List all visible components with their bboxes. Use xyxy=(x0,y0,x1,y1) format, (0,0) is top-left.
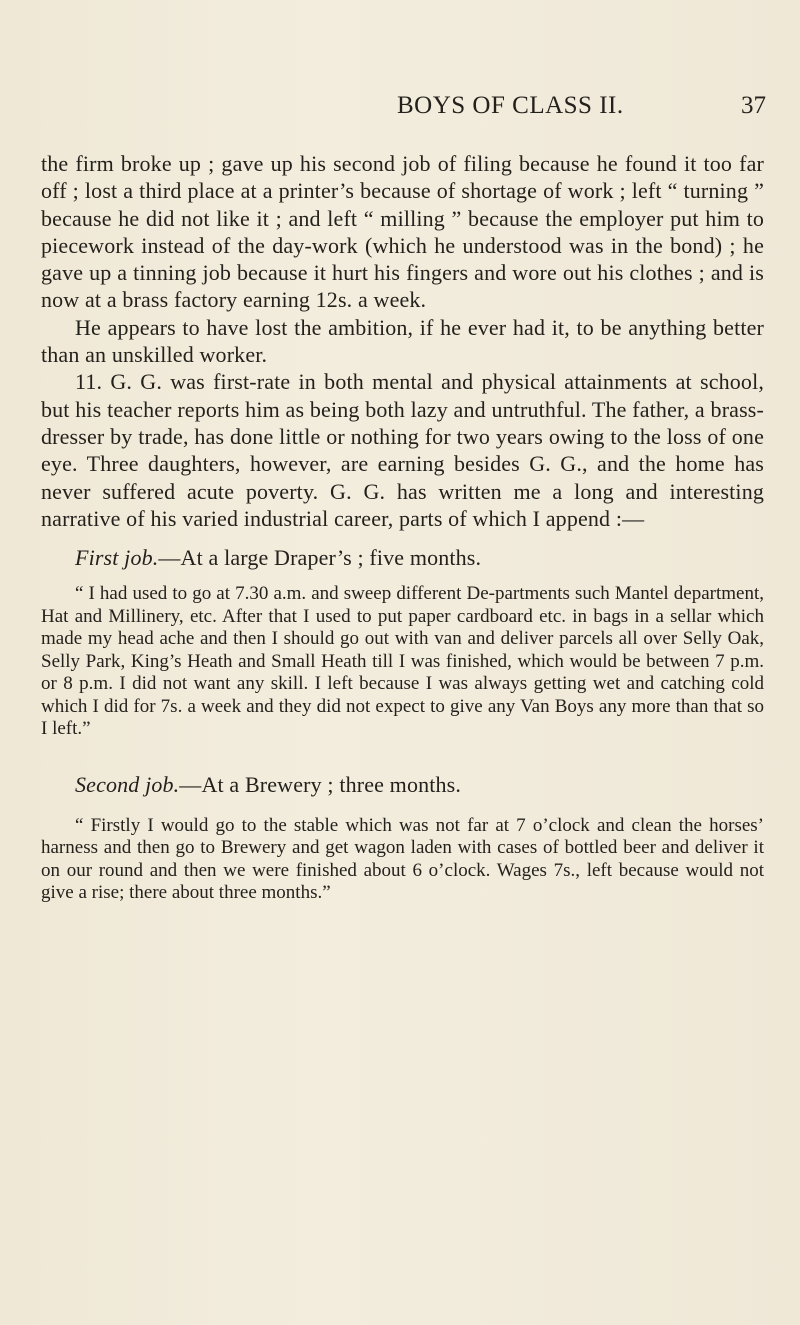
first-job-label: First job. xyxy=(75,545,159,571)
first-job-description: —At a large Draper’s ; five months. xyxy=(158,545,482,571)
first-job-heading xyxy=(41,544,764,571)
second-job-heading xyxy=(41,771,764,798)
second-job-quote: “ Firstly I would go to the stable which was not far at 7 o’clock and clean the horses’ harness and then go to Brewery and get wagon laden with cases of bottled beer and deliver it on our round and then we were finished about 6 o’clock. Wages 7s., left because would not give a rise; there about three months.” xyxy=(41,814,764,904)
paragraph-case-11: 11. G. G. was first-rate in both mental and physical attainments at school, but his teacher reports him as being both lazy and untruthful. The father, a brass-dresser by trade, has done little or nothing for two years owing to the loss of one eye. Three daughters, however, are earning besides G. G., and the home has never suffered acute poverty. G. G. has written me a long and interesting narrative of his varied industrial career, parts of which I append :— xyxy=(41,369,764,531)
paragraph-continuation: the firm broke up ; gave up his second job of filing because he found it too far off ; lost a third place at a printer’s because of shortage of work ; left “ turning ” because he did not like it ; and left “ milling ” because the employer put him to piecework instead of the day-work (which he understood was in the bond) ; he gave up a tinning job because it hurt his fingers and wore out his clothes ; and is now at a brass factory earning 12s. a week. xyxy=(41,151,764,313)
paragraph-ambition: He appears to have lost the ambition, if he ever had it, to be anything better than an unskilled worker. xyxy=(41,314,764,368)
page-number: 37 xyxy=(741,92,766,119)
page-header xyxy=(0,92,800,132)
second-job-label: Second job. xyxy=(75,771,180,797)
running-head: BOYS OF CLASS II. xyxy=(397,92,624,119)
first-job-quote: “ I had used to go at 7.30 a.m. and sweep different De-partments such Mantel department, Hat and Millinery, etc. After that I used to put paper cardboard etc. in bags in a sellar which made my head ache and then I should go out with van and deliver parcels all over Selly Oak, Selly Park, King’s Heath and Small Heath till I was finished, which would be between 7 p.m. or 8 p.m. I did not want any skill. I left because I was always getting wet and catching cold which I did for 7s. a week and they did not expect to give any Van Boys any more than that so I left.” xyxy=(41,583,764,740)
second-job-description: —At a Brewery ; three months. xyxy=(179,771,462,797)
body-text xyxy=(41,150,764,905)
